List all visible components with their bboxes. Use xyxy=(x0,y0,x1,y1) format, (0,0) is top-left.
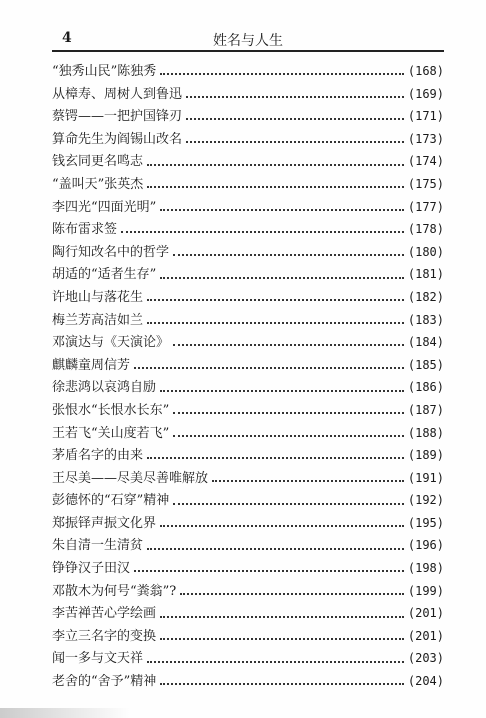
dot-leader xyxy=(173,344,404,346)
toc-entry-page: (184) xyxy=(407,335,444,350)
toc-entry-title: 李四光“四面光明” xyxy=(52,199,157,215)
toc-entry-page: (186) xyxy=(407,380,444,395)
toc-entry-page: (198) xyxy=(407,561,444,576)
toc-entry-page: (177) xyxy=(407,199,444,214)
dot-leader xyxy=(160,616,404,618)
toc-entry-page: (169) xyxy=(407,86,444,101)
toc-entry-page: (183) xyxy=(407,312,444,327)
toc-entry-title: 从樟寿、周树人到鲁迅 xyxy=(52,86,183,102)
toc-entry-title: 茅盾名字的由来 xyxy=(52,448,144,464)
toc-entry-title: 许地山与落花生 xyxy=(52,289,144,305)
dot-leader xyxy=(173,254,404,256)
toc-entry-page: (195) xyxy=(407,515,444,530)
toc-entry-page: (201) xyxy=(407,606,444,621)
toc-entry-title: 闻一多与文天祥 xyxy=(52,651,144,667)
toc-entry-page: (188) xyxy=(407,425,444,440)
toc-entry-title: 朱自清一生清贫 xyxy=(52,538,144,554)
dot-leader xyxy=(160,390,404,392)
toc-entry-title: 老舍的“舍予”精神 xyxy=(52,674,157,690)
toc-entry-title: 陶行知改名中的哲学 xyxy=(52,244,170,260)
toc-entry-title: 钱玄同更名鸣志 xyxy=(52,154,144,170)
toc-entry-title: 铮铮汉子田汉 xyxy=(52,561,131,577)
dot-leader xyxy=(212,480,404,482)
toc-entry-page: (174) xyxy=(407,154,444,169)
dot-leader xyxy=(147,661,404,663)
toc-entry[interactable] xyxy=(52,105,444,128)
dot-leader xyxy=(173,503,404,505)
page-number: 4 xyxy=(62,30,72,46)
toc-entry[interactable] xyxy=(52,331,444,354)
dot-leader xyxy=(186,96,404,98)
toc-entry-title: 算命先生为阎锡山改名 xyxy=(52,131,183,147)
toc-entry-page: (192) xyxy=(407,493,444,508)
header-rule xyxy=(52,50,444,52)
dot-leader xyxy=(173,412,404,414)
toc-entry-title: 邓散木为何号“粪翁”? xyxy=(52,583,177,599)
toc-entry[interactable] xyxy=(52,241,444,264)
toc-entry[interactable] xyxy=(52,309,444,332)
dot-leader xyxy=(160,73,404,75)
scan-edge-artifact xyxy=(0,708,130,718)
dot-leader xyxy=(160,638,404,640)
toc-entry-page: (171) xyxy=(407,109,444,124)
toc-entry-page: (182) xyxy=(407,289,444,304)
toc-entry[interactable] xyxy=(52,60,444,83)
toc-entry[interactable] xyxy=(52,263,444,286)
toc-entry-page: (168) xyxy=(407,64,444,78)
running-title: 姓名与人生 xyxy=(213,33,283,49)
toc-entry[interactable] xyxy=(52,557,444,580)
toc-entry[interactable] xyxy=(52,218,444,241)
toc-entry-title: 邓演达与《天演论》 xyxy=(52,335,170,351)
dot-leader xyxy=(147,186,404,188)
dot-leader xyxy=(160,209,404,211)
toc-entry-title: 麒麟童周信芳 xyxy=(52,357,131,373)
toc-entry-page: (191) xyxy=(407,470,444,485)
toc-entry-title: 王尽美——尽美尽善唯解放 xyxy=(52,470,209,486)
dot-leader xyxy=(121,231,404,233)
toc-entry[interactable] xyxy=(52,489,444,512)
toc-entry-page: (196) xyxy=(407,538,444,553)
toc-entry-page: (178) xyxy=(407,222,444,237)
toc-entry-page: (189) xyxy=(407,448,444,463)
toc-entry-page: (181) xyxy=(407,267,444,282)
dot-leader xyxy=(186,118,404,120)
toc-entry-title: 蔡锷——一把护国锋刃 xyxy=(52,109,183,125)
toc-entry[interactable] xyxy=(52,376,444,399)
dot-leader xyxy=(147,548,404,550)
toc-entry-page: (185) xyxy=(407,357,444,372)
toc-entry[interactable] xyxy=(52,580,444,603)
dot-leader xyxy=(173,435,404,437)
dot-leader xyxy=(147,457,404,459)
dot-leader xyxy=(160,525,404,527)
toc-entry-page: (187) xyxy=(407,402,444,417)
toc-entry-title: “独秀山民”陈独秀 xyxy=(52,64,157,79)
toc-entry-page: (175) xyxy=(407,176,444,191)
dot-leader xyxy=(160,277,404,279)
dot-leader xyxy=(147,299,404,301)
toc-entry-title: “盖叫天”张英杰 xyxy=(52,176,144,192)
toc-entry[interactable] xyxy=(52,128,444,151)
dot-leader xyxy=(160,683,404,685)
dot-leader xyxy=(180,593,404,595)
toc-entry[interactable] xyxy=(52,173,444,196)
toc-entry[interactable] xyxy=(52,534,444,557)
toc-entry[interactable] xyxy=(52,83,444,106)
dot-leader xyxy=(147,322,404,324)
toc-entry-page: (201) xyxy=(407,628,444,643)
dot-leader xyxy=(134,570,404,572)
toc-entry[interactable] xyxy=(52,647,444,670)
toc-entry-title: 胡适的“适者生存” xyxy=(52,267,157,283)
dot-leader xyxy=(186,141,404,143)
toc-entry-title: 徐悲鸿以哀鸿自励 xyxy=(52,380,157,396)
dot-leader xyxy=(147,164,404,166)
toc-entry-title: 李苦禅苦心学绘画 xyxy=(52,606,157,622)
toc-entry[interactable] xyxy=(52,286,444,309)
toc-entry-title: 陈布雷求签 xyxy=(52,222,118,238)
toc-entry-page: (199) xyxy=(407,583,444,598)
toc-entry[interactable] xyxy=(52,354,444,377)
toc-entry[interactable] xyxy=(52,467,444,490)
toc-entry-page: (180) xyxy=(407,244,444,259)
toc-entry[interactable] xyxy=(52,602,444,625)
toc-entry-title: 张恨水“长恨水长东” xyxy=(52,402,170,418)
toc-entry-title: 彭德怀的“石穿”精神 xyxy=(52,493,170,509)
toc-entry-page: (173) xyxy=(407,131,444,146)
dot-leader xyxy=(134,367,404,369)
toc-entry[interactable] xyxy=(52,444,444,467)
table-of-contents xyxy=(52,60,444,693)
toc-entry[interactable] xyxy=(52,422,444,445)
toc-entry-title: 郑振铎声振文化界 xyxy=(52,515,157,531)
toc-entry[interactable] xyxy=(52,512,444,535)
toc-entry[interactable] xyxy=(52,196,444,219)
toc-entry-page: (204) xyxy=(407,674,444,689)
toc-entry[interactable] xyxy=(52,150,444,173)
toc-entry[interactable] xyxy=(52,670,444,693)
toc-entry-title: 梅兰芳高洁如兰 xyxy=(52,312,144,328)
toc-entry-title: 李立三名字的变换 xyxy=(52,628,157,644)
toc-entry[interactable] xyxy=(52,625,444,648)
toc-entry-page: (203) xyxy=(407,651,444,666)
toc-entry[interactable] xyxy=(52,399,444,422)
page-header xyxy=(52,28,444,52)
toc-entry-title: 王若飞“关山度若飞” xyxy=(52,425,170,441)
